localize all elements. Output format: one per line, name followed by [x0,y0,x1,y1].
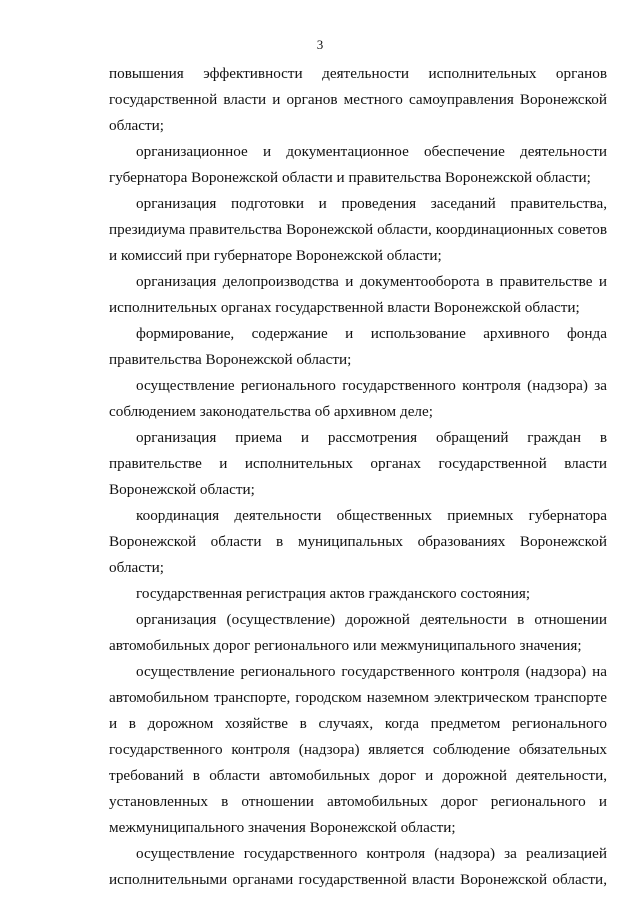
page-number: 3 [316,37,324,52]
document-body [109,61,607,893]
paragraph-10: организация (осуществление) дорожной деятельности в отношении автомобильных дорог регионального или межмуниципального значения; [109,611,607,654]
paragraph-12: осуществление государственного контроля (надзора) за реализацией исполнительными органами государственной власти Воронежской области, [109,845,607,888]
paragraph-3: организация подготовки и проведения заседаний правительства, президиума правительства Воронежской области, координационных советов и комиссий при губернаторе Воронежской области; [109,195,607,264]
paragraph-11: осуществление регионального государственного контроля (надзора) на автомобильном транспорте, городском наземном электрическом транспорте и в дорожном хозяйстве в случаях, когда предметом регионального государственного контроля (надзора) является соблюдение обязательных требований в области автомобильных дорог и дорожной деятельности, установленных в отношении автомобильных дорог регионального и межмуниципального значения Воронежской области; [109,663,607,836]
paragraph-4: организация делопроизводства и документооборота в правительстве и исполнительных органах государственной власти Воронежской области; [109,273,607,316]
paragraph-8: координация деятельности общественных приемных губернатора Воронежской области в муниципальных образованиях Воронежской области; [109,507,607,576]
paragraph-7: организация приема и рассмотрения обращений граждан в правительстве и исполнительных органах государственной власти Воронежской области; [109,429,607,498]
paragraph-6: осуществление регионального государственного контроля (надзора) за соблюдением законодательства об архивном деле; [109,377,607,420]
paragraph-9: государственная регистрация актов гражданского состояния; [136,585,531,602]
paragraph-5: формирование, содержание и использование архивного фонда правительства Воронежской области; [109,325,607,368]
paragraph-1: повышения эффективности деятельности исполнительных органов государственной власти и органов местного самоуправления Воронежской области; [109,65,607,134]
paragraph-2: организационное и документационное обеспечение деятельности губернатора Воронежской области и правительства Воронежской области; [109,143,607,186]
